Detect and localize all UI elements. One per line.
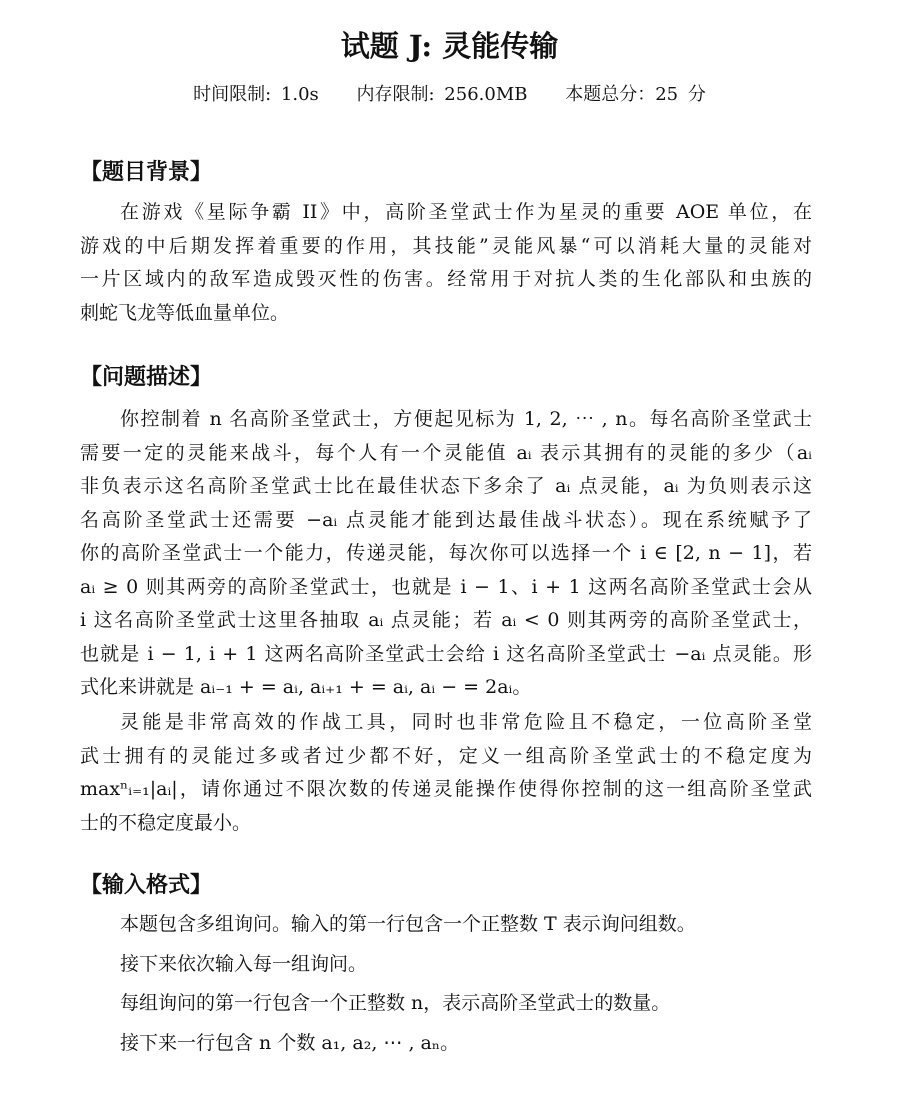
text-line: 一片区域内的敌军造成毁灭性的伤害。经常用于对抗人类的生化部队和虫族的 bbox=[80, 268, 812, 290]
text-line: aᵢ ≥ 0 则其两旁的高阶圣堂武士，也就是 i − 1、i + 1 这两名高阶圣堂武士会从 bbox=[80, 575, 812, 598]
text-line: 非负表示这名高阶圣堂武士比在最佳状态下多余了 aᵢ 点灵能，aᵢ 为负则表示这 bbox=[80, 475, 812, 497]
text-line: maxⁿᵢ₌₁|aᵢ|，请你通过不限次数的传递灵能操作使得你控制的这一组高阶圣堂武 bbox=[80, 778, 812, 800]
text-line: 接下来依次输入每一组询问。 bbox=[120, 952, 368, 975]
text-line: 在游戏《星际争霸 II》中，高阶圣堂武士作为星灵的重要 AOE 单位，在 bbox=[120, 201, 812, 223]
text-line: 你控制着 n 名高阶圣堂武士，方便起见标为 1, 2, ⋯ , n。每名高阶圣堂武士 bbox=[120, 408, 812, 430]
text-line: 式化来讲就是 aᵢ₋₁ + = aᵢ, aᵢ₊₁ + = aᵢ, aᵢ − = 2aᵢ。 bbox=[80, 676, 532, 698]
description-paragraph-2 bbox=[80, 706, 812, 840]
description-heading: 【问题描述】 bbox=[80, 364, 213, 390]
text-line: 本题包含多组询问。输入的第一行包含一个正整数 T 表示询问组数。 bbox=[120, 913, 696, 935]
text-line: 需要一定的灵能来战斗，每个人有一个灵能值 aᵢ 表示其拥有的灵能的多少（aᵢ bbox=[80, 441, 812, 464]
text-line: 名高阶圣堂武士还需要 −aᵢ 点灵能才能到达最佳战斗状态）。现在系统赋予了 bbox=[80, 508, 812, 531]
text-line: 接下来一行包含 n 个数 a₁, a₂, ⋯ , aₙ。 bbox=[120, 1031, 460, 1054]
memory-limit: 内存限制: 256.0MB bbox=[356, 84, 528, 105]
text-line: 士的不稳定度最小。 bbox=[80, 811, 252, 834]
text-line: 刺蛇飞龙等低血量单位。 bbox=[80, 301, 290, 324]
text-line: 也就是 i − 1, i + 1 这两名高阶圣堂武士会给 i 这名高阶圣堂武士 −aᵢ 点灵能。形 bbox=[80, 642, 812, 665]
limits-line bbox=[0, 80, 899, 106]
input-format bbox=[80, 905, 812, 1063]
time-limit: 时间限制: 1.0s bbox=[193, 84, 319, 105]
text-line: 每组询问的第一行包含一个正整数 n，表示高阶圣堂武士的数量。 bbox=[120, 992, 671, 1014]
total-score: 本题总分：25 分 bbox=[565, 84, 706, 105]
text-line: 武士拥有的灵能过多或者过少都不好，定义一组高阶圣堂武士的不稳定度为 bbox=[80, 744, 812, 767]
text-line: 你的高阶圣堂武士一个能力，传递灵能，每次你可以选择一个 i ∈ [2, n − 1]，若 bbox=[80, 542, 812, 564]
text-line: 灵能是非常高效的作战工具，同时也非常危险且不稳定，一位高阶圣堂 bbox=[120, 711, 812, 733]
background-paragraph bbox=[80, 196, 812, 330]
background-heading: 【题目背景】 bbox=[80, 159, 213, 185]
page-title: 试题 J: 灵能传输 bbox=[340, 29, 559, 63]
text-line: i 这名高阶圣堂武士这里各抽取 aᵢ 点灵能；若 aᵢ < 0 则其两旁的高阶圣堂武士， bbox=[80, 609, 812, 631]
text-line: 游戏的中后期发挥着重要的作用，其技能”灵能风暴“可以消耗大量的灵能对 bbox=[80, 234, 812, 257]
input-heading: 【输入格式】 bbox=[80, 872, 213, 898]
description-paragraph-1 bbox=[80, 403, 812, 705]
